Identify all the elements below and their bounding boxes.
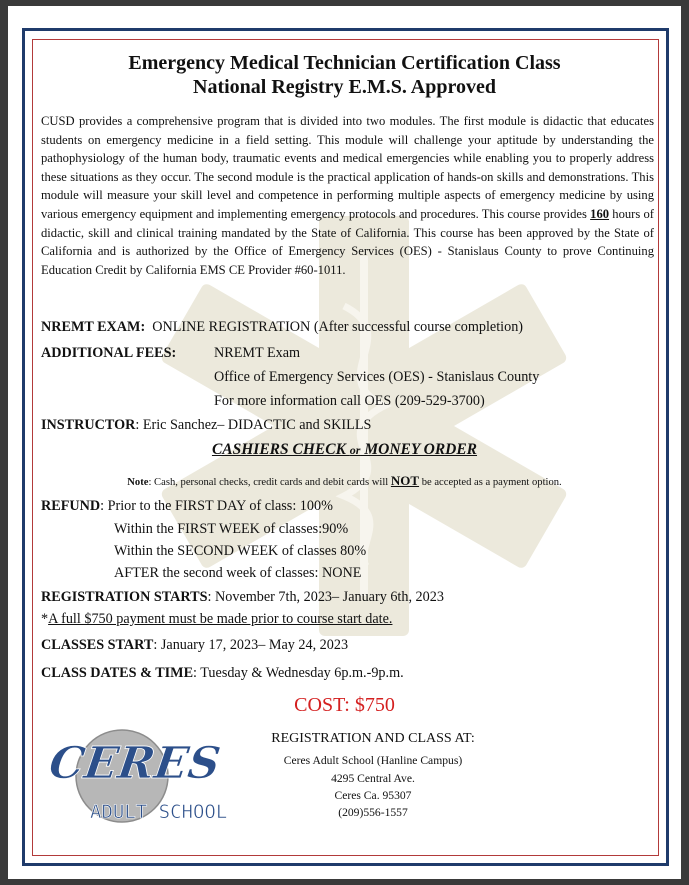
nremt-label: NREMT EXAM: [41,319,146,335]
refund-line-1 [41,498,333,515]
logo-word-adult-school: ADULT SCHOOL [90,801,228,823]
instructor-line [41,417,371,434]
payment-deadline-note [41,611,392,628]
note-before: : Cash, personal checks, credit cards and debit cards will [148,477,391,488]
nremt-exam-line [41,319,523,336]
note-not: NOT [390,473,420,488]
intro-hours: 160 [590,206,610,221]
payment-methods-heading [8,441,681,459]
intro-paragraph [41,112,654,279]
registration-value: : November 7th, 2023– January 6th, 2023 [207,589,444,605]
ceres-adult-school-logo [46,718,228,828]
payment-part-1: CASHIERS CHECK [211,441,350,458]
refund-line-3: Within the SECOND WEEK of classes 80% [114,543,367,559]
title-line-1: Emergency Medical Technician Certification Class [128,52,561,74]
note-label: Note [127,477,149,488]
refund-line-2: Within the FIRST WEEK of classes:90% [114,521,349,537]
location-line-1: Ceres Adult School (Hanline Campus) [283,754,463,767]
location-line-2: 4295 Central Ave. [331,772,415,785]
instructor-value: : Eric Sanchez– DIDACTIC and SKILLS [135,417,372,433]
intro-text-b: hours of didactic, skill and clinical training mandated by the State of California. This course has been approved by the State of California and is authorized by the Office of Emergency Services (OES) - Stanislaus County to prove Continuing Education Credit by California EMS CE Provider #60-1011. [41,206,654,277]
location-heading: REGISTRATION AND CLASS AT: [271,731,475,746]
location-line-3: Ceres Ca. 95307 [334,789,412,802]
deadline-text: A full $750 payment must be made prior to course start date. [48,611,393,627]
class-dates-line [41,665,404,682]
refund-label: REFUND [41,498,101,514]
registration-line [41,589,444,606]
refund-first: : Prior to the FIRST DAY of class: 100% [100,498,333,514]
deadline-star: * [41,611,49,627]
payment-note [8,473,681,489]
payment-or: or [349,443,361,457]
nremt-value: ONLINE REGISTRATION (After successful course completion) [152,319,524,335]
class-dates-label: CLASS DATES & TIME [41,665,194,681]
note-after: be accepted as a payment option. [419,477,562,488]
fee-line-1: NREMT Exam [214,345,301,361]
classes-start-line [41,637,348,654]
class-dates-value: : Tuesday & Wednesday 6p.m.-9p.m. [193,665,404,681]
fee-line-3: For more information call OES (209-529-3700) [214,393,485,409]
refund-line-4: AFTER the second week of classes: NONE [114,565,362,581]
classes-start-label: CLASSES START [41,637,154,653]
cost: COST: $750 [294,694,395,716]
payment-part-2: MONEY ORDER [360,441,478,458]
classes-start-value: : January 17, 2023– May 24, 2023 [153,637,349,653]
registration-label: REGISTRATION STARTS [41,589,208,605]
flyer-page [8,6,681,879]
fees-label: ADDITIONAL FEES: [41,345,177,361]
location-line-4: (209)556-1557 [338,806,408,819]
instructor-label: INSTRUCTOR [41,417,136,433]
title-line-2: National Registry E.M.S. Approved [193,76,496,98]
intro-text-a: CUSD provides a comprehensive program that is divided into two modules. The first module is didactic that educates students on emergency medicine in a field setting. This module will challenge your aptitude by understanding the pathophysiology of the human body, traumatic events and medical emergencies while enabling you to properly address these situations as they occur. The second module is the practical application of hands-on skills and demonstrations. This module will measure your skill level and competence in performing multiple aspects of emergency medicine by using various emergency equipment and implementing emergency protocols and procedures. This course provides [41,114,654,221]
fee-line-2: Office of Emergency Services (OES) - Stanislaus County [214,369,540,385]
logo-word-ceres: CERES [46,737,224,789]
